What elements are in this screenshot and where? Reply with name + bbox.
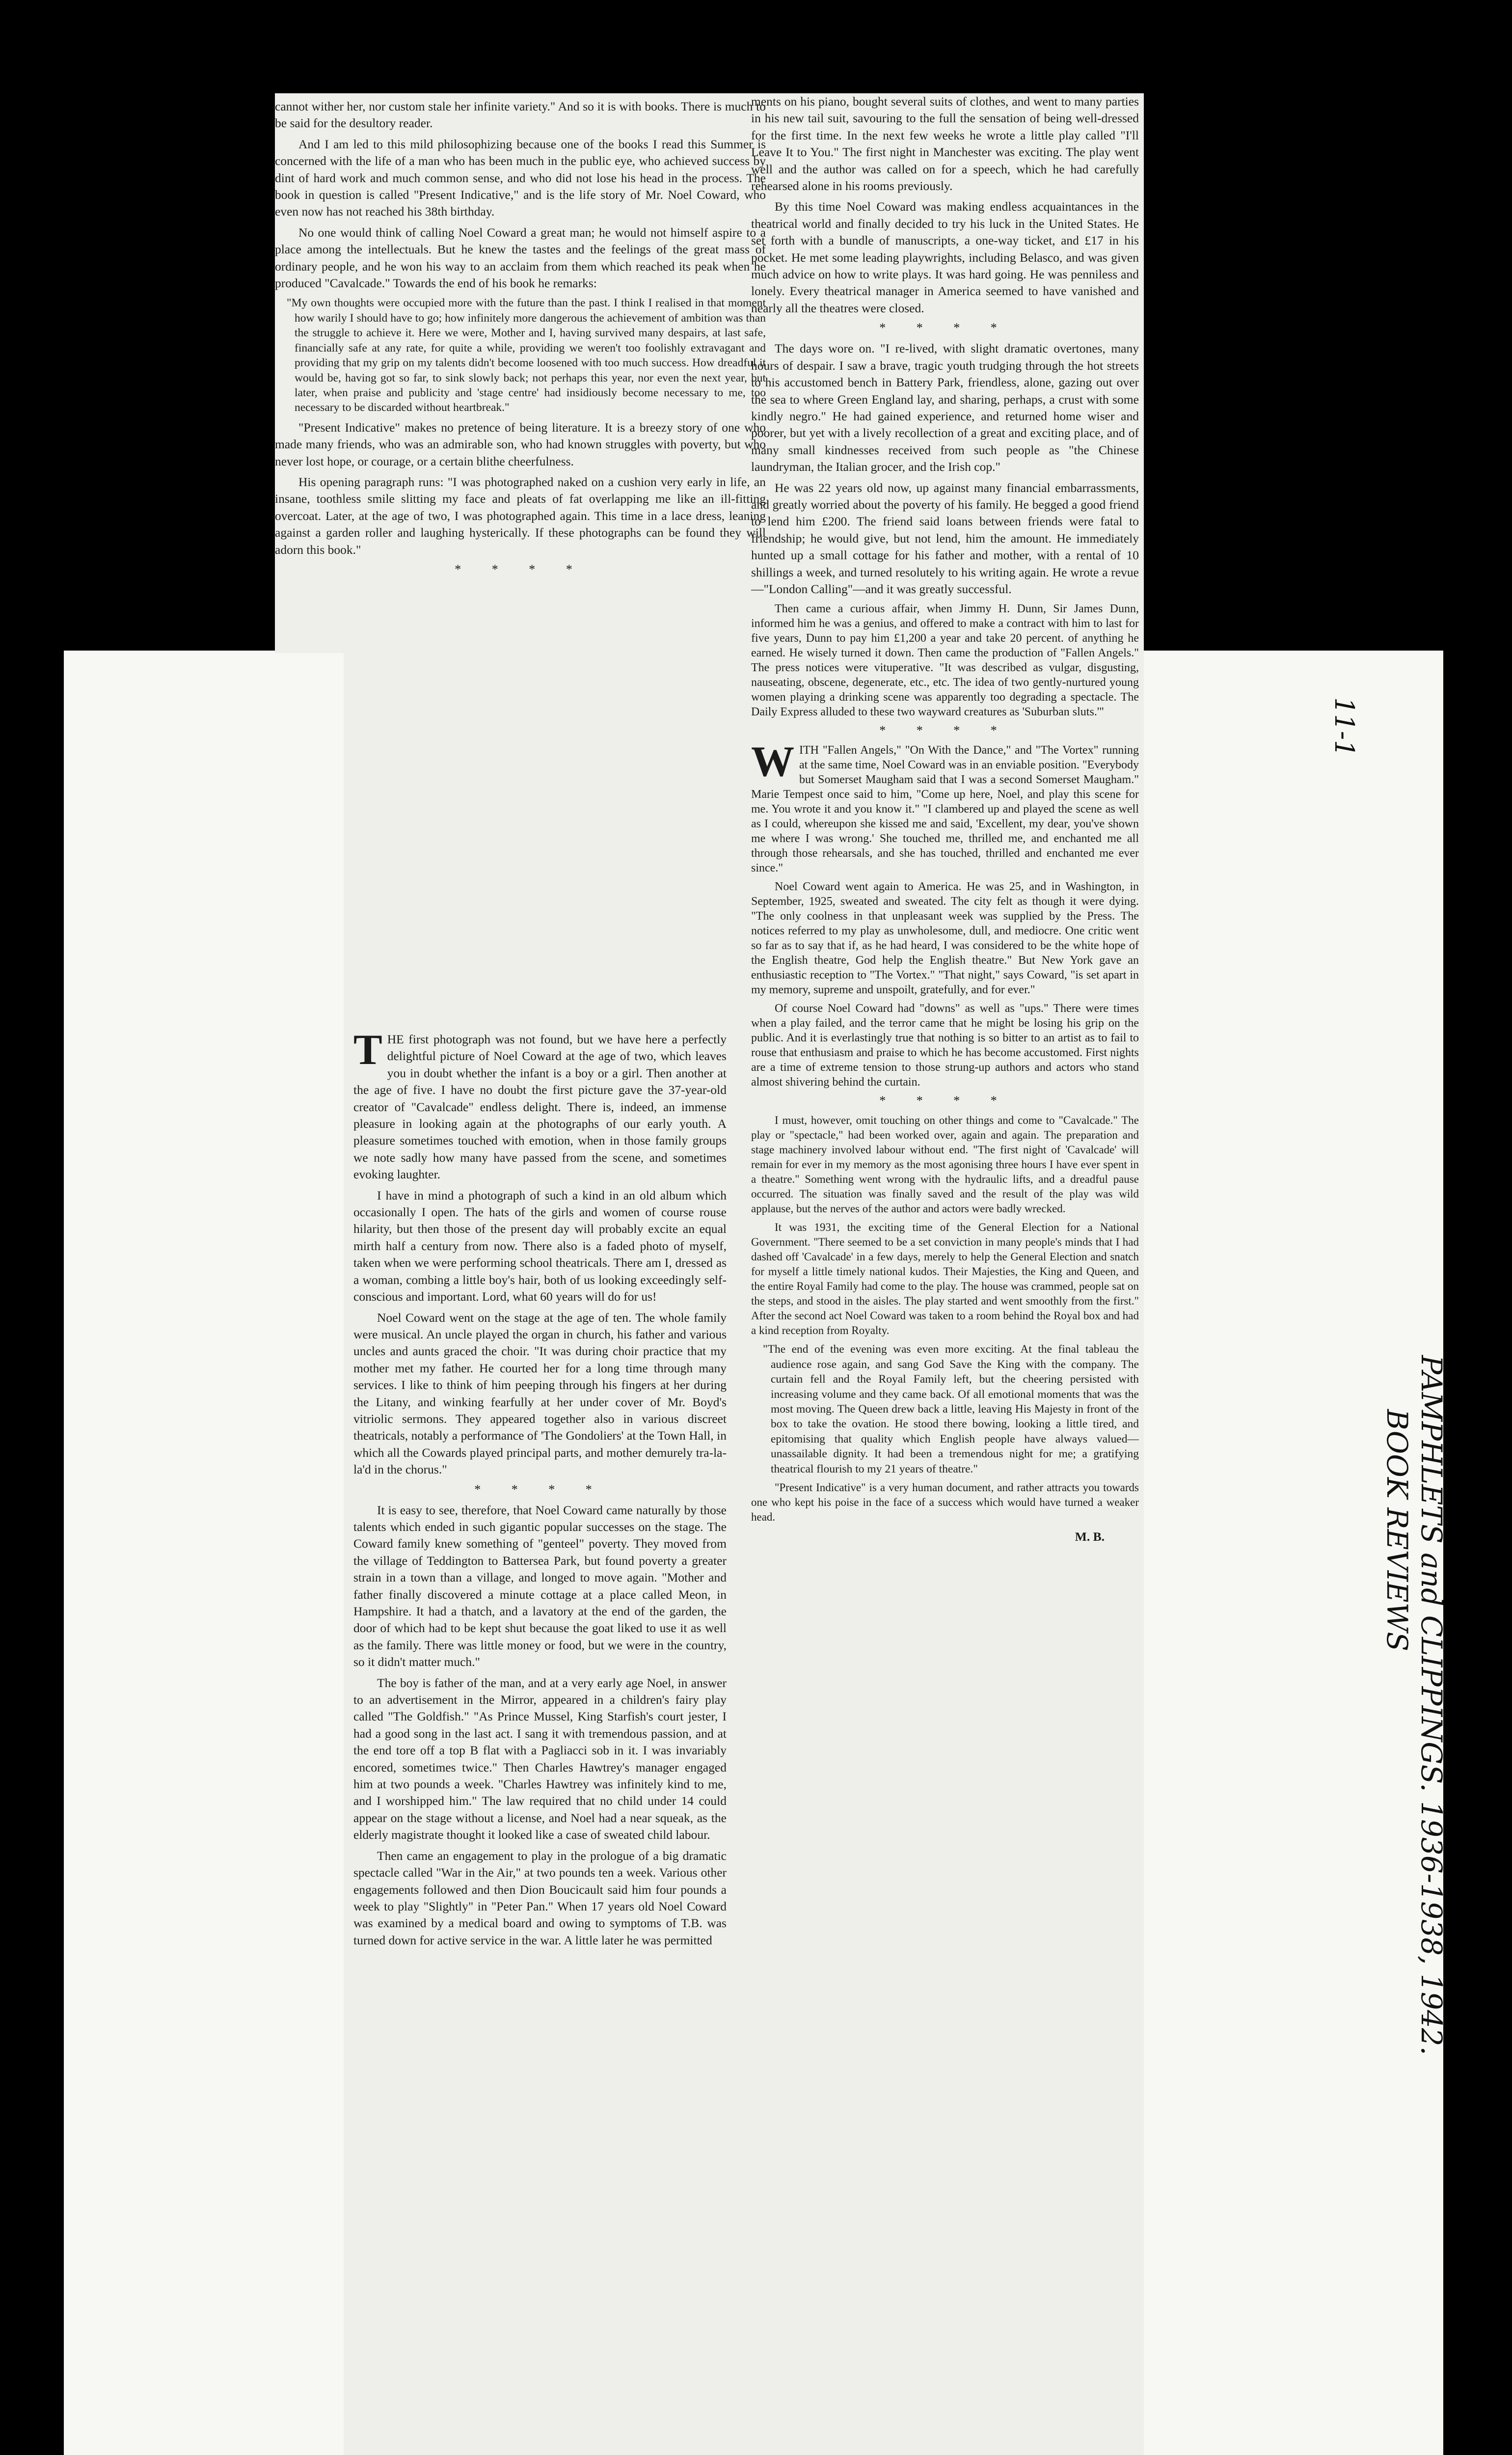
separator: * * * *: [455, 562, 586, 576]
dropcap-body: ITH "Fallen Angels," "On With the Dance," and "The Vortex" running at the same time, Noel Coward was in an enviable position. "Everybody but Somerset Maugham said that I was a second Somerset Maugham." Marie Tempest once said to him, "Come up here, Noel, and play this scene for me. You wrote it and you know it." "I clambered up and played the scene as well as I could, whereupon she kissed me and said, 'Excellent, my dear, you've shown me where I was wrong.' She touched me, thrilled me, and enchanted me all through those rehearsals, and she has touched, thrilled and enchanted me ever since.": [751, 744, 1139, 875]
left-mid-paragraphs: [353, 1187, 727, 1478]
left-bottom-paragraphs: [353, 1502, 727, 1949]
paragraph: Then came an engagement to play in the prologue of a big dramatic spectacle called "War in the Air," at two pounds ten a week. Various other engagements followed and then Dion Boucicault said him four pounds a week to play "Slightly" in "Peter Pan." When 17 years old Noel Coward was examined by a medical board and owing to symptoms of T.B. was turned down for active service in the war. A little later he was permitted: [353, 1848, 727, 1947]
paragraph: The days wore on. "I re-lived, with slight dramatic overtones, many hours of despair. I saw a brave, tragic youth trudging through the hot streets to his accustomed bench in Battery Park, friendless, alone, gazing out over the sea to where Green England lay, and sharing, perhaps, a crust with some kindly negro." He had gained experience, and returned home wiser and poorer, but yet with a lively recollection of a great and exciting place, and of many small kindnesses received from such people as "the Chinese laundryman, the Italian grocer, and the Irish cop.": [751, 341, 1139, 474]
paragraph: It was 1931, the exciting time of the General Election for a National Government. "There seemed to be a set conviction in many people's minds that I had dashed off 'Cavalcade' in a few days, merely to help the General Election and snatch for myself a little timely national kudos. Their Majesties, the King and Queen, and the entire Royal Family had come to the play. The house was crammed, people sat on the steps, and stood in the aisles. The play started and went smoothly from the first." After the second act Noel Coward was taken to a room behind the Royal box and had a kind reception from Royalty.: [751, 1221, 1139, 1337]
handwritten-category-label: BOOK REVIEWS: [1380, 1409, 1414, 1652]
separator: * * * *: [879, 723, 1011, 738]
separator: * * * *: [879, 1093, 1011, 1108]
separator: * * * *: [879, 321, 1011, 335]
dropcap-paragraph-2: [751, 738, 1139, 875]
paragraph: It is easy to see, therefore, that Noel Coward came naturally by those talents which ended in such gigantic popular successes on the stage. The Coward family knew something of "genteel" poverty. They moved from the village of Teddington to Battersea Park, but found poverty a greater strain in a town than a village, and longed to move again. "Mother and father finally discovered a minute cottage at a place called Meon, in Hampshire. It had a thatch, and a lavatory at the end of the garden, the door of which had to be kept shut because the goat liked to use it as well as the family. There was little money or food, but we were in the country, so it didn't matter much.": [353, 1502, 727, 1669]
paragraph: He was 22 years old now, up against many financial embarrassments, and greatly worried about the poverty of his family. He begged a good friend to lend him £200. The friend said loans between friends were fatal to friendship; he would give, but not lend, him the amount. He immediately hunted up a small cottage for his father and mother, with a rental of 10 shillings a week, and turned resolutely to his writing again. He wrote a revue—"London Calling"—and it was greatly successful.: [751, 480, 1139, 596]
handwritten-series-label: PAMPHLETS and CLIPPINGS. 1936-1938, 1942.: [1415, 1355, 1448, 2055]
right-bottom-paragraphs: [751, 879, 1139, 1090]
paragraph: ments on his piano, bought several suits of clothes, and went to many parties in his new tail suit, savouring to the full the sensation of being well-dressed for the first time. In the next few weeks he wrote a little play called "I'll Leave It to You." The first night in Manchester was exciting. The play went well and the author was called on for a speech, which he had carefully rehearsed alone in his rooms previously.: [751, 94, 1139, 193]
right-mid-paragraphs: [751, 340, 1139, 719]
right-top-paragraphs: [751, 93, 1139, 317]
handwritten-page-number: 11-1: [1329, 697, 1360, 757]
paragraph: No one would think of calling Noel Coward a great man; he would not himself aspire to a place among the intellectuals. But he knew the tastes and the feelings of the great mass of ordinary people, and he won his way to an acclaim from them which reached its peak when he produced "Cavalcade." Towards the end of his book he remarks:: [275, 225, 766, 291]
separator: * * * *: [474, 1482, 606, 1497]
paragraph: "Present Indicative" makes no pretence of being literature. It is a breezy story of one who made many friends, who was an admirable son, who had known struggles with poverty, but who never lost hope, or courage, or a certain blithe cheerfulness.: [275, 420, 766, 468]
right-column: [751, 93, 1139, 2455]
paragraph: Noel Coward went again to America. He was 25, and in Washington, in September, 1925, sweated and sweated. The city felt as though it were dying. "The only coolness in that unpleasant week was supplied by the Press. The notices referred to my play as unwholesome, dull, and mediocre. One critic went so far as to say that if, as he had heard, I was considered to be the white hope of the English theatre, God help the English theatre." But New York gave an enthusiastic reception to "The Vortex." "That night," says Coward, "is set apart in my memory, supreme and unspoilt, gratefully, and for ever.": [751, 880, 1139, 997]
paragraph: His opening paragraph runs: "I was photographed naked on a cushion very early in life, an insane, toothless smile slitting my face and pleats of fat overlapping me like an ill-fitting overcoat. Later, at the age of two, I was photographed again. This time in a lace dress, leaning against a garden roller and laughing hysterically. If these photographs can be found they will adorn this book.": [275, 474, 766, 557]
left-top-paragraphs: [275, 98, 766, 558]
paragraph: Noel Coward went on the stage at the age of ten. The whole family were musical. An uncle played the organ in church, his father and various uncles and aunts graced the choir. "It was during choir practice that my mother met my father. He courted her for a long time through many services. I like to think of him peeping through his fingers at her during the Litany, and winking fearfully at her under cover of Mr. Boyd's vitriolic sermons. They appeared together also in various discreet theatricals, notably a performance of 'The Gondoliers' at the Town Hall, in which all the Cowards played principal parts, and mother demurely tra-la-la'd in the chorus.": [353, 1310, 727, 1477]
paragraph: Then came a curious affair, when Jimmy H. Dunn, Sir James Dunn, informed him he was a genius, and offered to make a contract with him to last for five years, Dunn to pay him £1,200 a year and take 20 percent. of anything he earned. He wisely turned it down. Then came the production of "Fallen Angels." The press notices were vituperative. "It was described as vulgar, disgusting, nauseating, obscene, degenerate, etc., etc. The idea of two gently-nurtured young women playing a drinking scene was apparently too degrading a spectacle. The Daily Express alluded to these two wayward creatures as 'Suburban sluts.'": [751, 602, 1139, 719]
paragraph: The boy is father of the man, and at a very early age Noel, in answer to an advertisement in the Mirror, appeared in a children's fairy play called "The Goldfish." "As Prince Mussel, King Starfish's court jester, I had a good song in the last act. I sang it with tremendous passion, and at the end tore off a top B flat with a Pagliacci sob in it. I was invariably encored, sometimes twice." Then Charles Hawtrey's manager engaged him at two pounds a week. "Charles Hawtrey was infinitely kind to me, and I worshipped him." The law required that no child under 14 could appear on the stage without a license, and Noel had a near squeak, as the elderly magistrate thought it looked like a case of sweated child labour.: [353, 1675, 727, 1842]
paragraph: "Present Indicative" is a very human document, and rather attracts you towards one who kept his poise in the face of a success which would have turned a weaker head.: [751, 1481, 1139, 1524]
right-cavalcade-paragraphs: [751, 1113, 1139, 1525]
paragraph: cannot wither her, nor custom stale her infinite variety." And so it is with books. There is much to be said for the desultory reader.: [275, 99, 766, 131]
paragraph: "The end of the evening was even more exciting. At the final tableau the audience rose again, and sang God Save the King with the company. The curtain fell and the Royal Family left, but the cheering persisted with increasing volume and they came back. Of all emotional moments that was the most moving. The Queen drew back a little, leaving His Majesty in front of the box to take the ovation. He stood there bowing, looking a little tired, and epitomising that quality which English people have always valued—unassailable dignity. It had been a tremendous night for me; a gratifying theatrical flourish to my 21 years of theatre.": [763, 1343, 1139, 1475]
dropcap-letter: T: [353, 1031, 382, 1074]
dropcap-paragraph-1: [353, 1031, 727, 1183]
paragraph: Of course Noel Coward had "downs" as well as "ups." There were times when a play failed, and the terror came that he might be losing his grip on the public. And it is everlastingly true that nothing is so bitter to an artist as to fail to rouse that enthusiasm and praise to which he has become accustomed. First nights are a time of extreme tension to those strung-up authors and actors who stand almost shivering behind the curtain.: [751, 1002, 1139, 1089]
left-column-bottom: [353, 1031, 727, 2455]
dropcap-letter: W: [751, 738, 794, 786]
dropcap-body: HE first photograph was not found, but we have here a perfectly delightful picture of Noel Coward at the age of two, which leaves you in doubt whether the infant is a boy or a girl. Then another at the age of five. I have no doubt the first picture gave the 37-year-old creator of "Cavalcade" endless delight. There is, indeed, an immense pleasure in looking again at the photographs of our early youth. A pleasure sometimes touched with emotion, when in those family groups we note sadly how many have passed from the scene, and sometimes evoking laughter.: [353, 1032, 727, 1182]
paragraph: I have in mind a photograph of such a kind in an old album which occasionally I open. The hats of the girls and women of course rouse hilarity, but then those of the present day will probably excite an equal mirth half a century from now. There also is a faded photo of myself, taken when we were performing school theatricals. There am I, dressed as a woman, combing a little boy's hair, both of us looking exceedingly self-conscious and important. Lord, what 60 years will do for us!: [353, 1188, 727, 1304]
paragraph: I must, however, omit touching on other things and come to "Cavalcade." The play or "spectacle," had been worked over, again and again. The preparation and stage machinery involved labour without end. "The first night of 'Cavalcade' will remain for ever in my memory as the most agonising three hours I have ever spent in a theatre." Something went wrong with the hydraulic lifts, and a dreadful pause occurred. The situation was finally saved and the result of the play was wild applause, but the nerves of the author and actors were badly wrecked.: [751, 1114, 1139, 1215]
paragraph: And I am led to this mild philosophizing because one of the books I read this Summer is concerned with the life of a man who has been much in the public eye, who achieved success by dint of hard work and much common sense, and who did not lose his head in the process. The book in question is called "Present Indicative," and is the life story of Mr. Noel Coward, who even now has not reached his 38th birthday.: [275, 136, 766, 219]
paragraph: "My own thoughts were occupied more with the future than the past. I think I realised in that moment how warily I should have to go; how infinitely more dangerous the achievement of ambition was than the struggle to achieve it. Here we were, Mother and I, having survived many despairs, at last safe, financially safe at any rate, for quite a while, providing we weren't too foolishly extravagant and providing that my grip on my talents didn't become loosened with too much success. How dreadful it would be, having got so far, to sink slowly back; not perhaps this year, nor even the next year, but later, when praise and publicity and 'stage centre' had insidiously become necessary to me, too necessary to be discarded without heartbreak.": [287, 297, 766, 414]
signature: M. B.: [1075, 1529, 1105, 1544]
left-column-top: [275, 98, 766, 1011]
paragraph: By this time Noel Coward was making endless acquaintances in the theatrical world and finally decided to try his luck in the United States. He set forth with a bundle of manuscripts, a one-way ticket, and £17 in his pocket. He met some leading playwrights, including Belasco, and was given much advice on how to write plays. It was hard going. He was penniless and lonely. Every theatrical manager in America seemed to have vanished and nearly all the theatres were closed.: [751, 199, 1139, 315]
